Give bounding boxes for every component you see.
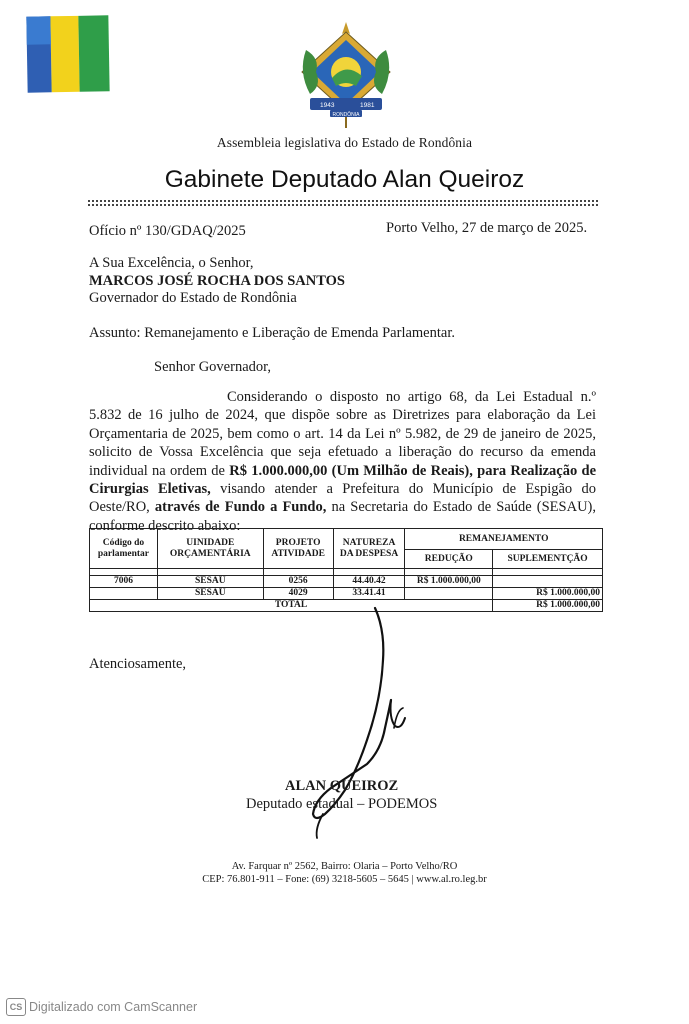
header-codigo: Código do parlamentar — [90, 529, 158, 569]
table-total-row — [90, 600, 603, 612]
addressee-title: Governador do Estado de Rondônia — [89, 290, 297, 306]
rondonia-flag-image — [26, 15, 109, 92]
header-reducao: REDUÇÃO — [405, 550, 493, 569]
footer-address: Av. Farquar nº 2562, Bairro: Olaria – Porto Velho/RO — [231, 861, 458, 872]
closing: Atenciosamente, — [89, 656, 187, 672]
letter-body — [89, 388, 596, 535]
body-text: Considerando o disposto no artigo 68, da Lei Estadual n.º 5.832 de 16 julho de 2024, que dispõe sobre as Diretrizes para elaboração da Lei Orçamentaria de 2025, bem como o art. 14 da Lei nº 5.982, de 29 de janeiro de 2025, solicito de Vossa Excelência que seja efetuado a liberação do recurso da emenda individual na ordem de — [89, 389, 596, 479]
header-divider — [88, 204, 598, 206]
office-title: Gabinete Deputado Alan Queiroz — [164, 166, 525, 193]
table-row — [90, 576, 603, 588]
header-unidade: UINIDADE ORÇAMENTÁRIA — [157, 529, 263, 569]
cell-natureza: 44.40.42 — [333, 576, 405, 588]
body-transfer-mode: através de Fundo a Fundo, — [154, 499, 327, 516]
cell-unidade: SESAU — [157, 576, 263, 588]
table-row — [90, 588, 603, 600]
cell-natureza: 33.41.41 — [333, 588, 405, 600]
header-natureza: NATUREZA DA DESPESA — [333, 529, 405, 569]
cell-codigo: 7006 — [90, 576, 158, 588]
header-remanejamento: REMANEJAMENTO — [405, 529, 603, 550]
state-coat-of-arms — [296, 20, 396, 132]
addressee-salutation: A Sua Excelência, o Senhor, — [89, 255, 254, 271]
cell-reducao: R$ 1.000.000,00 — [405, 576, 493, 588]
camscanner-logo-icon: CS — [6, 998, 26, 1016]
footer-contact: CEP: 76.801-911 – Fone: (69) 3218-5605 – 5645 | www.al.ro.leg.br — [202, 874, 487, 885]
total-value: R$ 1.000.000,00 — [493, 600, 603, 612]
remanejamento-table — [89, 528, 603, 612]
header-suplementacao: SUPLEMENTÇÃO — [493, 550, 603, 569]
addressee-name: MARCOS JOSÉ ROCHA DOS SANTOS — [89, 273, 345, 289]
cell-suplementacao: R$ 1.000.000,00 — [493, 588, 603, 600]
svg-text:RONDÔNIA: RONDÔNIA — [332, 112, 360, 118]
signer-name: ALAN QUEIROZ — [285, 778, 399, 794]
signer-role: Deputado estadual – PODEMOS — [246, 796, 438, 812]
letter-subject: Assunto: Remanejamento e Liberação de Emenda Parlamentar. — [89, 325, 455, 341]
cell-codigo — [90, 588, 158, 600]
cell-unidade: SESAU — [157, 588, 263, 600]
cell-projeto: 0256 — [263, 576, 333, 588]
cell-projeto: 4029 — [263, 588, 333, 600]
body-amount-words: (Um Milhão de Reais), para Realização de Cirurgias Eletivas, — [89, 462, 596, 498]
cell-reducao — [405, 588, 493, 600]
letter-date: Porto Velho, 27 de março de 2025. — [386, 220, 588, 236]
svg-text:1943: 1943 — [320, 102, 335, 109]
cell-suplementacao — [493, 576, 603, 588]
body-text: visando atender a Prefeitura do Município de Espigão do Oeste/RO, — [89, 481, 596, 516]
body-amount: R$ 1.000.000,00 — [229, 462, 328, 479]
watermark-text: Digitalizado com CamScanner — [29, 1000, 198, 1014]
body-text: na Secretaria do Estado de Saúde (SESAU), conforme descrito abaixo: — [89, 499, 597, 534]
total-label: TOTAL — [90, 600, 493, 612]
letter-reference: Ofício nº 130/GDAQ/2025 — [89, 223, 246, 239]
header-divider — [88, 200, 598, 202]
svg-text:1981: 1981 — [360, 102, 375, 109]
assembly-name: Assembleia legislativa do Estado de Rondônia — [216, 135, 473, 150]
header-projeto: PROJETO ATIVIDADE — [263, 529, 333, 569]
letter-greeting: Senhor Governador, — [154, 359, 271, 375]
scanner-watermark — [6, 998, 197, 1016]
